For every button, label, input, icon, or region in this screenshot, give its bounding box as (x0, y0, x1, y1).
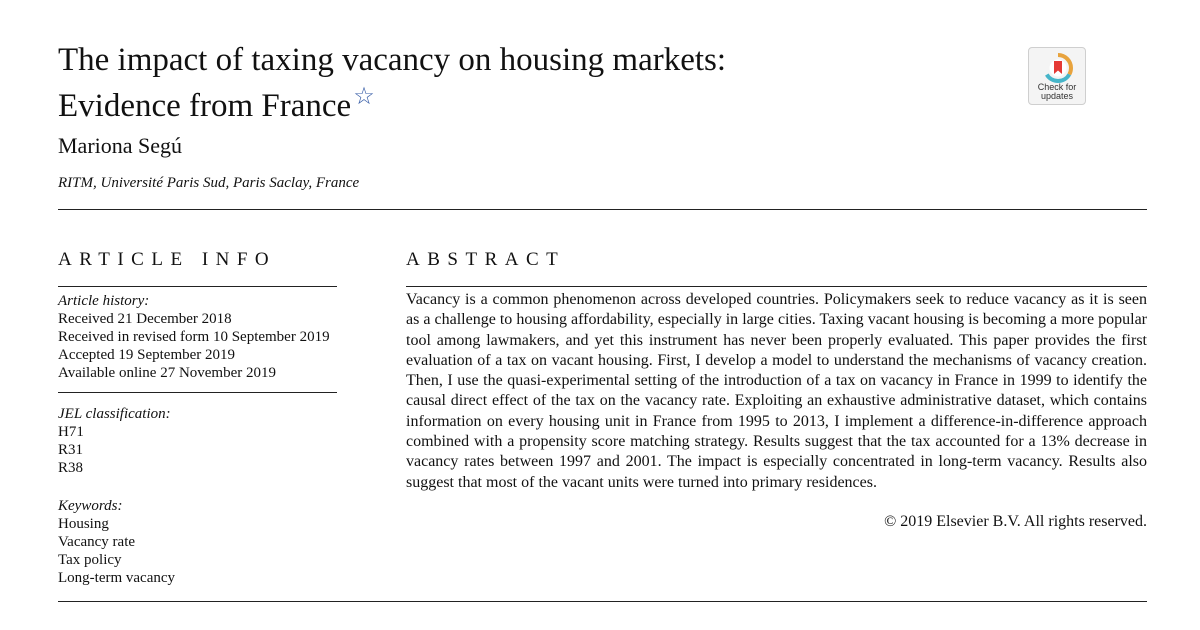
funding-note-star-icon[interactable]: ☆ (353, 84, 375, 110)
bottom-divider (58, 601, 1147, 602)
article-history-label: Article history: (58, 293, 150, 309)
article-info-divider (58, 286, 337, 287)
author-affiliation: RITM, Université Paris Sud, Paris Saclay, France (58, 175, 360, 191)
history-revised: Received in revised form 10 September 2019 (58, 329, 330, 345)
jel-label: JEL classification: (58, 406, 171, 422)
abstract-text: Vacancy is a common phenomenon across developed countries. Policymakers seek to reduce vacancy as it is seen as a challenge to housing affordability, especially in large cities. Taxing vacant housing is becoming a more popular tool among lawmakers, and yet this instrument has never been properly evaluated. This paper provides the first evaluation of a tax on vacant housing. First, I develop a model to understand the mechanisms of vacancy creation. Then, I use the quasi-experimental setting of the introduction of a tax on vacancy in France in 1999 to identify the causal direct effect of the tax on the vacancy rate. Exploiting an exhaustive administrative dataset, which contains information on every housing unit in France from 1995 to 2013, I implement a difference-in-difference approach combined with a propensity score matching strategy. Results suggest that the tax accounted for a 13% decrease in vacancy rates between 1997 and 2001. The impact is especially concentrated in long-term vacancy. Results also suggest that most of the vacant units were turned into primary residences. (406, 291, 1147, 491)
keyword-item[interactable]: Vacancy rate (58, 534, 136, 550)
check-for-updates-badge[interactable] (1028, 47, 1086, 105)
abstract-divider (406, 286, 1147, 287)
jel-code: R31 (58, 442, 84, 458)
history-accepted: Accepted 19 September 2019 (58, 347, 236, 363)
author-name[interactable]: Mariona Segú (58, 133, 183, 158)
keywords (58, 497, 338, 587)
title-line-2-text: Evidence from France (58, 88, 352, 124)
history-online: Available online 27 November 2019 (58, 365, 276, 381)
keywords-label: Keywords: (58, 498, 123, 514)
article-history (58, 292, 338, 382)
history-received: Received 21 December 2018 (58, 311, 232, 327)
article-info-heading: ARTICLE INFO (58, 249, 277, 270)
badge-label-line2: updates (1040, 91, 1074, 101)
top-divider (58, 209, 1147, 210)
badge-label (1029, 83, 1085, 101)
crossmark-icon (1043, 53, 1073, 83)
title-line-1: The impact of taxing vacancy on housing markets: (58, 42, 727, 78)
keyword-item[interactable]: Tax policy (58, 552, 122, 568)
keyword-item[interactable]: Housing (58, 516, 109, 532)
jel-classification (58, 405, 338, 477)
jel-code: R38 (58, 460, 84, 476)
history-divider (58, 392, 337, 393)
badge-label-line1: Check for (1037, 82, 1077, 92)
article-title (58, 42, 958, 125)
copyright-notice: © 2019 Elsevier B.V. All rights reserved. (884, 513, 1147, 530)
title-line-2 (58, 79, 958, 125)
abstract-heading: ABSTRACT (406, 249, 566, 270)
keyword-item[interactable]: Long-term vacancy (58, 570, 176, 586)
jel-code: H71 (58, 424, 84, 440)
